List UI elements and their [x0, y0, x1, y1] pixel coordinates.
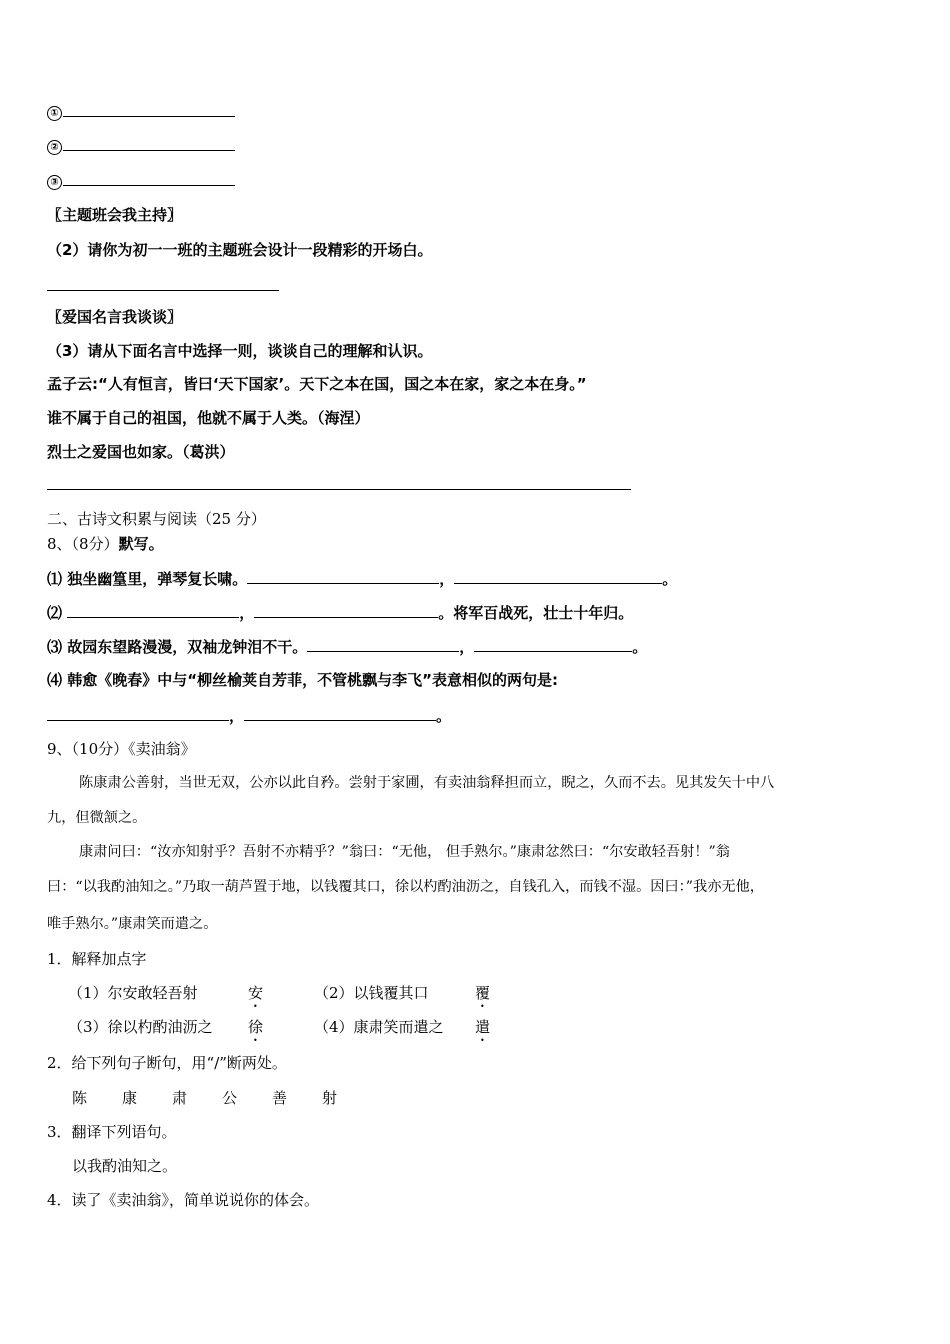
sentence-char: 康	[122, 1089, 138, 1107]
blank[interactable]	[47, 705, 229, 721]
sentence-char: 公	[222, 1089, 238, 1107]
gloss-item-char: 安	[248, 984, 264, 1002]
quote-gehong: 烈士之爱国也如家。（葛洪）	[47, 443, 235, 461]
dictation-item-4	[47, 670, 558, 690]
item-number: ⑶	[47, 638, 63, 656]
question-3: （3）请从下面名言中选择一则，谈谈自己的理解和认识。	[47, 342, 433, 360]
question-number: 8、（8分）	[47, 535, 119, 553]
quote-heine: 谁不属于自己的祖国，他就不属于人类。（海涅）	[47, 409, 370, 427]
gloss-item-label: （2）以钱覆其口	[314, 984, 429, 1002]
end-mark: 。	[662, 570, 678, 588]
blank[interactable]	[307, 636, 459, 652]
blank[interactable]	[63, 170, 235, 186]
answer-line-1[interactable]	[47, 101, 235, 122]
sub-question-2: 2．给下列句子断句，用“/”断两处。	[47, 1054, 287, 1072]
sub-question-4: 4．读了《卖油翁》，简单说说你的体会。	[47, 1191, 320, 1209]
question-9-title: 9、（10分）《卖油翁》	[47, 740, 196, 758]
separator: ，	[239, 604, 255, 622]
separator: ，	[229, 707, 245, 725]
quote-mencius: 孟子云:“人有恒言，皆曰‘天下国家’。天下之本在国，国之本在家，家之本在身。”	[47, 375, 587, 393]
blank[interactable]	[244, 705, 436, 721]
blank[interactable]	[67, 602, 239, 618]
passage-paragraph-2-end: 唯手熟尔。”康肃笑而遣之。	[47, 916, 218, 932]
item-prompt: 故园东望路漫漫，双袖龙钟泪不干。	[67, 638, 308, 656]
end-mark: 。	[436, 707, 452, 725]
passage-paragraph-1: 陈康肃公善射，当世无双，公亦以此自矜。尝射于家圃，有卖油翁释担而立，睨之，久而不去。见其发矢十中八	[79, 775, 775, 791]
section-heading-class-meeting: 〖主题班会我主持〗	[47, 206, 183, 224]
passage-paragraph-1-cont: 九，但微颔之。	[47, 810, 147, 826]
blank[interactable]	[474, 636, 632, 652]
sentence-char: 陈	[72, 1089, 88, 1107]
section-heading-quotes: 〖爱国名言我谈谈〗	[47, 308, 183, 326]
item-number: ⑷	[47, 671, 63, 689]
end-mark: 。	[632, 638, 648, 656]
answer-underline[interactable]	[47, 489, 631, 490]
separator: ，	[439, 570, 455, 588]
gloss-item-label: （4）康肃笑而遣之	[314, 1018, 444, 1036]
dictation-item-3	[47, 636, 647, 657]
question-8-heading	[47, 534, 164, 554]
answer-underline[interactable]	[47, 290, 279, 291]
question-2: （2）请你为初一一班的主题班会设计一段精彩的开场白。	[47, 241, 433, 259]
dictation-item-2	[47, 602, 633, 623]
gloss-item-label: （3）徐以杓酌油沥之	[68, 1018, 213, 1036]
blank[interactable]	[63, 135, 235, 151]
item-prompt: 独坐幽篁里，弹琴复长啸。	[67, 570, 248, 588]
answer-line-3[interactable]	[47, 170, 235, 191]
passage-paragraph-2-cont: 曰：“以我酌油知之。”乃取一葫芦置于地，以钱覆其口，徐以杓酌油沥之，自钱孔入，而钱不湿。因曰：”我亦无他，	[47, 879, 764, 895]
gloss-item-label: （1）尔安敢轻吾射	[68, 984, 198, 1002]
sub-question-1: 1．解释加点字	[47, 950, 147, 968]
dictation-item-1	[47, 568, 677, 589]
blank[interactable]	[454, 568, 662, 584]
circled-number: ①	[47, 106, 62, 121]
sentence-char: 射	[322, 1089, 338, 1107]
circled-number: ③	[47, 175, 62, 190]
question-title: 默写。	[118, 535, 164, 553]
passage-paragraph-2: 康肃问曰：“汝亦知射乎？吾射不亦精乎？”翁曰：“无他， 但手熟尔。”康肃忿然曰：“尔安敢轻吾射！”翁	[79, 844, 730, 860]
answer-line-2[interactable]	[47, 135, 235, 156]
gloss-item-char: 覆	[475, 984, 491, 1002]
gloss-item-char: 遣	[475, 1018, 491, 1036]
item-number: ⑴	[47, 570, 63, 588]
gloss-item-char: 徐	[248, 1018, 264, 1036]
blank[interactable]	[254, 602, 438, 618]
part2-title: 二、古诗文积累与阅读（25 分）	[47, 510, 266, 528]
blank[interactable]	[247, 568, 439, 584]
separator: ，	[459, 638, 475, 656]
dictation-item-4-answers	[47, 705, 451, 726]
item-prompt: 。将军百战死，壮士十年归。	[438, 604, 634, 622]
circled-number: ②	[47, 140, 62, 155]
item-number: ⑵	[47, 604, 63, 622]
item-prompt: 韩愈《晚春》中与“柳丝榆荚自芳菲，不管桃飘与李飞”表意相似的两句是:	[67, 671, 558, 689]
sentence-char: 善	[272, 1089, 288, 1107]
translate-sentence: 以我酌油知之。	[72, 1157, 178, 1175]
sub-question-3: 3．翻译下列语句。	[47, 1123, 177, 1141]
blank[interactable]	[63, 101, 235, 117]
sentence-char: 肃	[172, 1089, 188, 1107]
